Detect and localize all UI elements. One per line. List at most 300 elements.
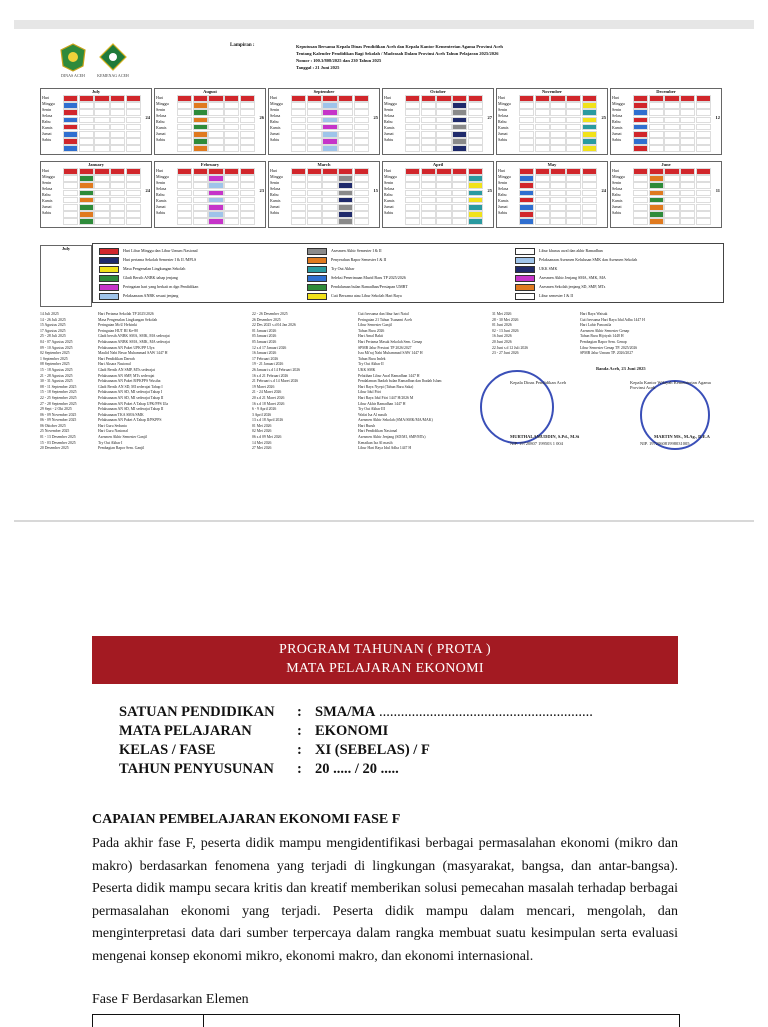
calendar-cell [550, 131, 565, 138]
calendar-cell [63, 211, 78, 218]
schedule-line: 20 Juni 2026 [492, 339, 512, 344]
calendar-cell [436, 218, 451, 225]
day-label: Kamis [42, 198, 53, 203]
schedule-line: Pelatihan Libur Awal Ramadhan 1447 H [358, 373, 420, 378]
calendar-cell [63, 138, 78, 145]
calendar-cell [535, 109, 550, 116]
calendar-cell [240, 182, 255, 189]
day-label: Kamis [270, 198, 281, 203]
calendar-cell [110, 95, 125, 102]
calendar-cell [94, 117, 109, 124]
legend-label: Asesmen Akhir Semester I & II [331, 248, 382, 253]
calendar-cell [338, 117, 353, 124]
calendar-cell [550, 109, 565, 116]
legend-label: Peringatan hari yang berkait m dgn Pendidikan [123, 284, 199, 289]
schedule-line: Peringatan MoU Helsinki [98, 323, 138, 328]
identity-sep: : [297, 704, 302, 720]
calendar-cell [649, 211, 664, 218]
schedule-line: Libur Semester Ganjil [358, 323, 392, 328]
calendar-cell [535, 218, 550, 225]
calendar-cell [291, 102, 306, 109]
calendar-cell [354, 131, 369, 138]
identity-key: KELAS / FASE [119, 742, 216, 758]
calendar-cell [63, 109, 78, 116]
day-label: Rabu [498, 119, 507, 124]
legend-item [307, 247, 512, 254]
calendar-page [40, 40, 728, 500]
calendar-cell [322, 138, 337, 145]
identity-row [119, 722, 593, 741]
calendar-cell [63, 182, 78, 189]
schedule-line: Pelaksanaan AN Paket A Tahap II/PKPPS [98, 418, 162, 423]
schedule-dates-3 [492, 312, 528, 357]
calendar-cell [405, 175, 420, 182]
calendar-cell [307, 124, 322, 131]
schedule-dates-2 [252, 312, 300, 452]
calendar-cell [535, 102, 550, 109]
calendar-cell [126, 109, 141, 116]
calendar-cell [224, 204, 239, 211]
schedule-line: 02 Mei 2026 [252, 429, 272, 434]
day-labels [498, 95, 518, 143]
calendar-cell [224, 175, 239, 182]
calendar-cell [566, 145, 581, 152]
calendar-month [610, 161, 722, 228]
signature-place-date: Banda Aceh, 23 Juni 2025 [596, 366, 646, 371]
calendar-cell [535, 138, 550, 145]
calendar-cell [240, 197, 255, 204]
calendar-cell [519, 102, 534, 109]
calendar-cell [126, 190, 141, 197]
calendar-cell [338, 102, 353, 109]
calendar-cell [307, 204, 322, 211]
day-label: Kamis [384, 198, 395, 203]
calendar-month [154, 161, 266, 228]
day-label: Rabu [384, 119, 393, 124]
schedule-line: 22 Juni s.d 12 Juli 2026 [492, 345, 529, 350]
day-label: Sabtu [270, 210, 280, 215]
elemen-table [92, 1014, 680, 1027]
schedule-line: Pembagian Rapor Sem. Genap [580, 339, 627, 344]
calendar-cell [208, 175, 223, 182]
calendar-cell [421, 204, 436, 211]
calendar-cell [126, 131, 141, 138]
schedule-line: 25 November 2025 [40, 429, 70, 434]
calendar-cell [696, 197, 711, 204]
calendar-cell [338, 218, 353, 225]
schedule-line: 15 - 18 Agustus 2025 [40, 367, 73, 372]
month-title: September [313, 89, 335, 94]
calendar-cell [63, 145, 78, 152]
calendar-cell [452, 138, 467, 145]
schedule-line: Hari Guru Sedunia [98, 423, 127, 428]
day-label: Hari [612, 95, 620, 100]
calendar-cell [633, 218, 648, 225]
calendar-cell [421, 218, 436, 225]
day-label: Sabtu [498, 210, 508, 215]
day-label: Jumat [612, 131, 622, 136]
calendar-cell [63, 124, 78, 131]
calendar-cell [633, 102, 648, 109]
calendar-cell [664, 175, 679, 182]
legend-item [99, 274, 304, 281]
calendar-cell [291, 168, 306, 175]
day-label: Kamis [156, 198, 167, 203]
effective-days-count: 11 [715, 188, 720, 193]
schedule-line: Hari Lahir Pancasila [580, 323, 612, 328]
calendar-cell [126, 102, 141, 109]
schedule-line: Cuti bersama dan libur hari Natal [358, 312, 409, 316]
calendar-cell [79, 95, 94, 102]
day-labels [612, 95, 632, 143]
calendar-cell [535, 95, 550, 102]
calendar-cell [535, 190, 550, 197]
day-label: Hari [612, 168, 620, 173]
schedule-line: 09 - 10 Agustus 2025 [40, 345, 73, 350]
schedule-line: 19 Maret 2026 [252, 384, 275, 389]
calendar-cell [354, 175, 369, 182]
schedule-line: 17 Agustus 2025 [40, 328, 66, 333]
calendar-cell [110, 182, 125, 189]
schedule-line: Pelaksanaan TKA SMA/SMK [98, 412, 144, 417]
day-label: Minggu [42, 101, 55, 106]
calendar-cell [354, 211, 369, 218]
calendar-cell [452, 124, 467, 131]
calendar-cell [110, 190, 125, 197]
calendar-cell [208, 109, 223, 116]
schedule-line: Libur Semester Genap TP. 2025/2026 [580, 345, 638, 350]
calendar-cell [307, 218, 322, 225]
calendar-cell [110, 124, 125, 131]
calendar-cell [126, 168, 141, 175]
calendar-cell [468, 124, 483, 131]
calendar-cell [436, 95, 451, 102]
calendar-cell [550, 124, 565, 131]
calendar-cell [421, 95, 436, 102]
calendar-cell [582, 182, 597, 189]
month-title: April [432, 162, 444, 167]
schedule-events-1 [98, 312, 228, 452]
calendar-cell [566, 182, 581, 189]
calendar-cell [338, 204, 353, 211]
calendar-cell [649, 102, 664, 109]
schedule-line: 01 Januari 2026 [252, 328, 277, 333]
calendar-cell [110, 145, 125, 152]
effective-days-count: 24 [145, 115, 150, 120]
calendar-cell [436, 124, 451, 131]
calendar-cell [680, 175, 695, 182]
calendar-cell [405, 117, 420, 124]
calendar-cell [63, 218, 78, 225]
calendar-cell [550, 190, 565, 197]
calendar-cell [436, 117, 451, 124]
day-label: Senin [498, 180, 508, 185]
schedule-line: Libur Idul Fitri [358, 390, 381, 395]
calendar-cell [291, 145, 306, 152]
calendar-cell [63, 131, 78, 138]
day-label: Kamis [270, 125, 281, 130]
legend-swatch [99, 266, 119, 273]
calendar-cell [452, 211, 467, 218]
calendar-cell [550, 197, 565, 204]
schedule-line: Pelaksanaan AN Paket A Tahap UPK/PPS Ula [98, 401, 169, 406]
legend-item [515, 283, 720, 290]
legend-swatch [99, 293, 119, 300]
schedule-line: 26 Januari s.d 14 Februari 2026 [252, 367, 301, 372]
month-grid [63, 168, 141, 225]
calendar-cell [550, 204, 565, 211]
calendar-cell [208, 117, 223, 124]
calendar-cell [452, 204, 467, 211]
calendar-cell [338, 131, 353, 138]
legend-swatch [515, 257, 535, 264]
calendar-cell [519, 204, 534, 211]
schedule-line: Gladi bersih ANBK SMA, SMK, MA sederajat [98, 334, 170, 339]
calendar-cell [421, 117, 436, 124]
calendar-cell [550, 95, 565, 102]
calendar-cell [664, 102, 679, 109]
day-label: Jumat [498, 204, 508, 209]
calendar-cell [664, 109, 679, 116]
calendar-cell [110, 109, 125, 116]
legend-swatch [99, 248, 119, 255]
calendar-cell [322, 102, 337, 109]
calendar-cell [322, 168, 337, 175]
calendar-cell [566, 95, 581, 102]
signature-left-nip: NIP. 19720807 199503 1 004 [510, 441, 563, 446]
calendar-cell [94, 175, 109, 182]
calendar-month [268, 88, 380, 155]
calendar-cell [291, 138, 306, 145]
calendar-cell [633, 190, 648, 197]
calendar-cell [307, 175, 322, 182]
calendar-cell [193, 124, 208, 131]
day-label: Minggu [156, 174, 169, 179]
effective-days-count: 23 [259, 188, 264, 193]
calendar-cell [322, 117, 337, 124]
calendar-cell [664, 131, 679, 138]
prota-banner [92, 636, 678, 684]
calendar-cell [582, 138, 597, 145]
calendar-cell [436, 102, 451, 109]
decree-text [296, 43, 716, 71]
calendar-cell [633, 168, 648, 175]
calendar-cell [94, 102, 109, 109]
schedule-line: 22 - 26 Desember 2025 [252, 312, 288, 316]
calendar-cell [208, 95, 223, 102]
calendar-cell [633, 95, 648, 102]
calendar-cell [177, 204, 192, 211]
signature-left-name: MURTHALAMUDDIN, S.Pd., M.Si [510, 434, 580, 439]
identity-row [119, 703, 593, 722]
calendar-cell [519, 197, 534, 204]
schedule-line: Hari Raya Waisak [580, 312, 608, 316]
calendar-cell [405, 102, 420, 109]
calendar-cell [664, 168, 679, 175]
calendar-cell [307, 95, 322, 102]
schedule-line: 12 s.d 17 Januari 2026 [252, 345, 287, 350]
day-label: Rabu [498, 192, 507, 197]
official-stamp-right [640, 380, 710, 450]
day-label: Minggu [270, 101, 283, 106]
day-label: Minggu [384, 101, 397, 106]
calendar-cell [307, 102, 322, 109]
calendar-cell [680, 168, 695, 175]
day-label: Jumat [384, 204, 394, 209]
signature-left-title: Kepala Dinas Pendidikan Aceh [510, 380, 567, 385]
calendar-cell [566, 117, 581, 124]
legend-item [99, 283, 304, 290]
calendar-cell [240, 109, 255, 116]
calendar-cell [224, 138, 239, 145]
calendar-cell [94, 182, 109, 189]
identity-sep: : [297, 761, 302, 777]
schedule-line: 22 - 25 September 2025 [40, 395, 77, 400]
month-title: February [200, 162, 220, 167]
day-label: Senin [156, 180, 166, 185]
calendar-cell [307, 168, 322, 175]
calendar-cell [421, 175, 436, 182]
calendar-cell [421, 197, 436, 204]
calendar-cell [354, 218, 369, 225]
schedule-line: 28 - 30 Mei 2026 [492, 317, 519, 322]
schedule-line: Asesmen Akhir Jenjang (SD/MI, SMP/MTs) [358, 435, 426, 440]
calendar-cell [110, 102, 125, 109]
calendar-month [154, 88, 266, 155]
schedule-line: Pelaksanaan AN Paket B/PKPPS Wustha [98, 379, 161, 384]
calendar-cell [193, 211, 208, 218]
calendar-cell [94, 190, 109, 197]
calendar-cell [208, 138, 223, 145]
legend-item [515, 292, 720, 299]
identity-key: SATUAN PENDIDIKAN [119, 704, 275, 720]
schedule-line: 05 Januari 2026 [252, 339, 277, 344]
calendar-cell [110, 197, 125, 204]
legend-item [515, 274, 720, 281]
schedule-line: 16 Januari 2026 [252, 351, 277, 356]
calendar-cell [582, 204, 597, 211]
calendar-cell [696, 138, 711, 145]
calendar-cell [582, 168, 597, 175]
schedule-events-2 [358, 312, 498, 452]
calendar-cell [633, 124, 648, 131]
calendar-cell [177, 168, 192, 175]
calendar-cell [224, 102, 239, 109]
day-label: Hari [270, 168, 278, 173]
month-title: October [430, 89, 446, 94]
calendar-cell [566, 109, 581, 116]
calendar-cell [193, 95, 208, 102]
calendar-cell [177, 175, 192, 182]
prota-subtitle: MATA PELAJARAN EKONOMI [286, 661, 484, 676]
schedule-line: Peringatan 21 Tahun Tsunami Aceh [358, 317, 412, 322]
identity-sep: : [297, 723, 302, 739]
calendar-cell [240, 131, 255, 138]
calendar-month [382, 88, 494, 155]
calendar-cell [177, 95, 192, 102]
schedule-line: Pendalaman Ibadah bulan Ramadhan dan Ibadah Islam [358, 379, 442, 384]
calendar-cell [193, 131, 208, 138]
calendar-cell [468, 109, 483, 116]
calendar-cell [649, 204, 664, 211]
schedule-line: Wafat Isa Al masih [358, 412, 387, 417]
month-grid [177, 95, 255, 152]
calendar-cell [208, 204, 223, 211]
calendar-cell [468, 204, 483, 211]
month-grid [519, 95, 597, 152]
month-title: January [87, 162, 104, 167]
calendar-cell [468, 168, 483, 175]
calendar-cell [633, 182, 648, 189]
day-label: Sabtu [612, 137, 622, 142]
calendar-cell [452, 145, 467, 152]
day-label: Rabu [270, 119, 279, 124]
calendar-cell [680, 197, 695, 204]
legend-label: Hari Libur Minggu dan Libur Umum Nasional [123, 248, 198, 253]
identity-value: SMA/MA [315, 704, 376, 720]
schedule-line: 01 Mei 2026 [252, 423, 272, 428]
schedule-line: Asesmen Akhir Semester Ganjil [98, 435, 147, 440]
calendar-cell [405, 168, 420, 175]
effective-days-count: 24 [145, 188, 150, 193]
lampiran-label: Lampiran : [230, 43, 255, 48]
day-label: Kamis [42, 125, 53, 130]
calendar-cell [550, 211, 565, 218]
calendar-cell [633, 204, 648, 211]
calendar-legend [92, 243, 724, 303]
schedule-line: 08 - 11 September 2025 [40, 384, 77, 389]
calendar-cell [354, 204, 369, 211]
calendar-cell [177, 218, 192, 225]
calendar-cell [208, 131, 223, 138]
learning-outcome-paragraph: Pada akhir fase F, peserta didik mampu mengidentifikasi berbagai permasalahan ekonomi (mikro dan makro) berdasarkan fenomena yang terjadi di lingkungan (masyarakat, bangsa, dan antar-bangsa). Peserta didik mampu secara kritis dan kreatif memberikan solusi pemecahan masalah terhadap berbagai permasalahan ekonomi yang terjadi. Peserta didik mampu dalam mencari, mengolah, dan menginterpretasi data dari sumber terpercaya dalam rangka membuat suatu kesimpulan serta evaluasi mengenai konsep ekonomi mikro, ekonomi makro, dan ekonomi internasional. [92, 836, 678, 964]
schedule-line: Hari Raya Nyepi (Tahun Baru Saka) [358, 384, 414, 389]
identity-row [119, 741, 593, 760]
prota-title: PROGRAM TAHUNAN ( PROTA ) [279, 642, 491, 657]
calendar-cell [452, 102, 467, 109]
top-strip [14, 20, 754, 29]
calendar-cell [79, 175, 94, 182]
calendar-cell [193, 218, 208, 225]
calendar-cell [582, 124, 597, 131]
calendar-cell [421, 145, 436, 152]
calendar-cell [633, 131, 648, 138]
calendar-cell [452, 182, 467, 189]
calendar-cell [307, 211, 322, 218]
day-label: Senin [270, 180, 280, 185]
calendar-cell [79, 109, 94, 116]
calendar-cell [224, 95, 239, 102]
calendar-cell [566, 218, 581, 225]
calendar-cell [177, 124, 192, 131]
calendar-cell [582, 102, 597, 109]
day-label: Minggu [384, 174, 397, 179]
month-grid [63, 95, 141, 152]
calendar-cell [452, 168, 467, 175]
schedule-line: SPMB Jalur Prestasi TP 2026/2027 [358, 345, 412, 350]
calendar-cell [110, 211, 125, 218]
calendar-month [496, 161, 608, 228]
calendar-cell [193, 190, 208, 197]
calendar-cell [696, 218, 711, 225]
schedule-line: 16 Juni 2026 [492, 334, 512, 339]
schedule-line: Hari Raya Idul Fitri 1447 H/2026 M [358, 395, 414, 400]
calendar-extra-month [40, 245, 92, 307]
schedule-line: 29 Sept - 2 Okt 2025 [40, 407, 72, 412]
day-labels [156, 168, 176, 216]
schedule-line: Tahun Baru Hijriyah 1448 H [580, 334, 624, 339]
calendar-cell [566, 138, 581, 145]
